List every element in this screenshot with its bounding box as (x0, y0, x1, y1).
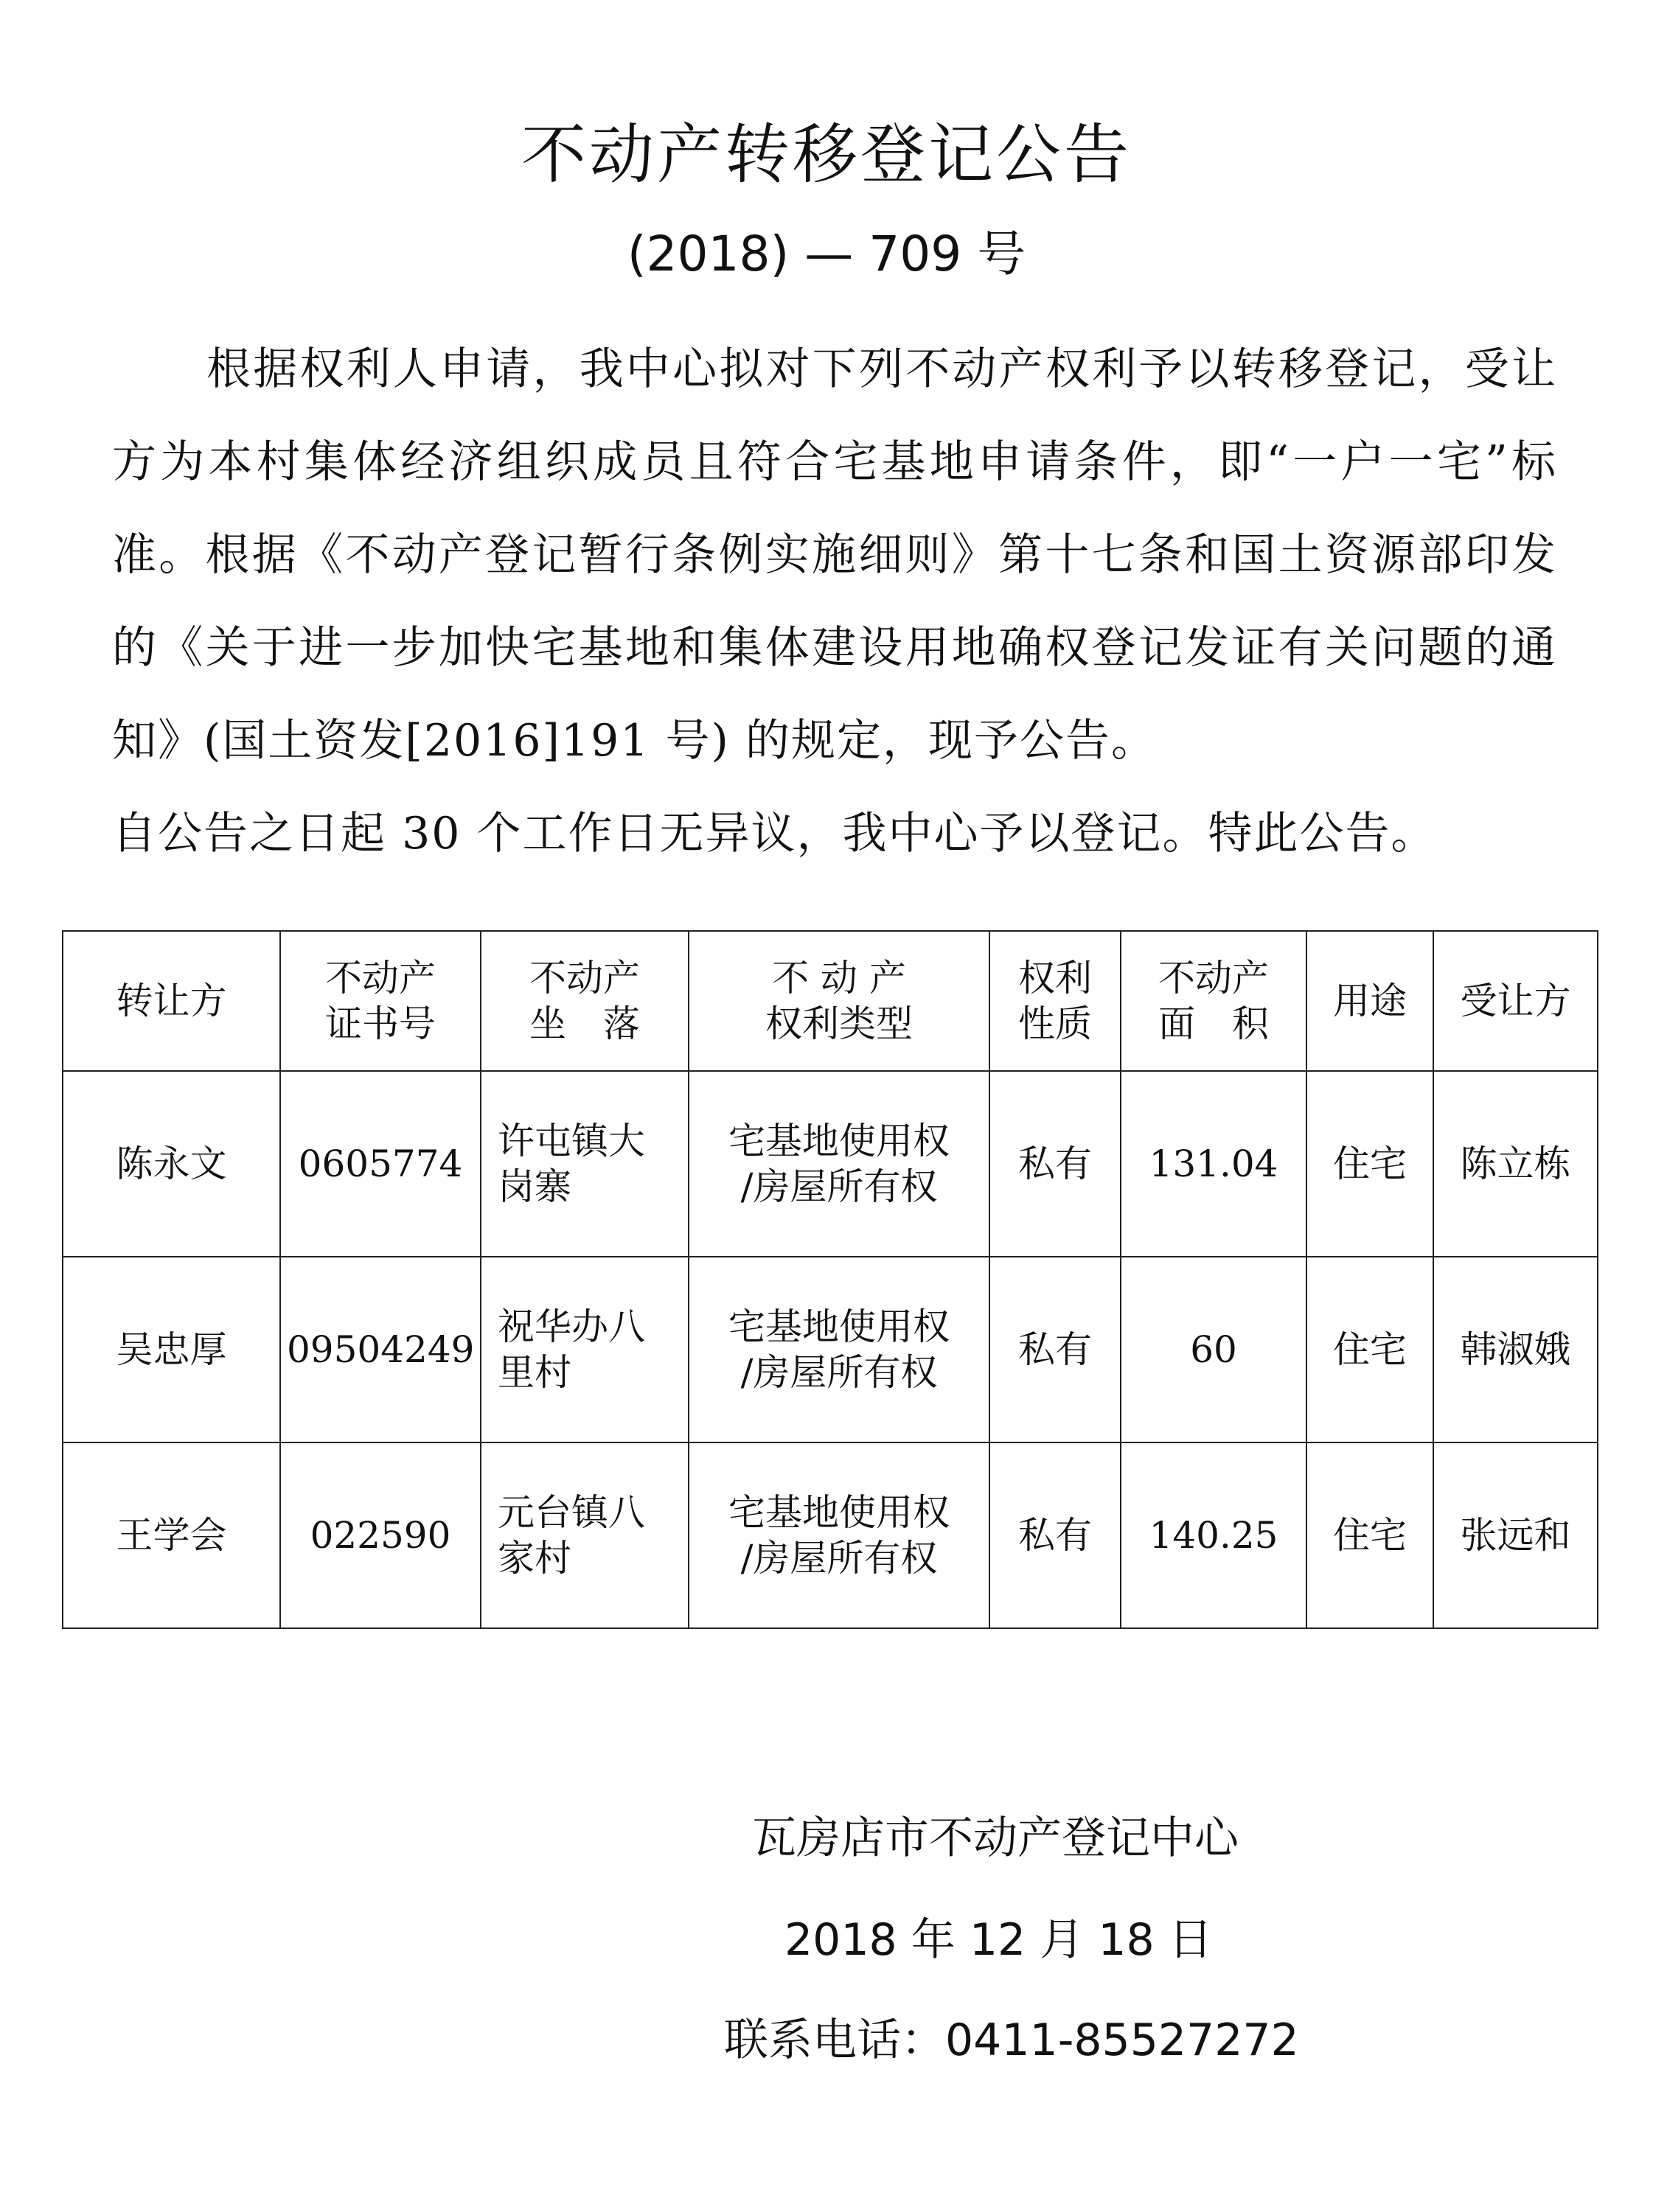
cell-transferee: 韩淑娥 (1433, 1257, 1598, 1442)
cell-transferor: 王学会 (63, 1442, 280, 1628)
transfer-table-container (62, 930, 1597, 1629)
body-paragraph: 根据权利人申请，我中心拟对下列不动产权利予以转移登记，受让方为本村集体经济组织成员且符合宅基地申请条件，即“一户一宅”标准。根据《不动产登记暂行条例实施细则》第十七条和国土资源部印发的《关于进一步加快宅基地和集体建设用地确权登记发证有关问题的通知》(国土资发[2016]191 号) 的规定，现予公告。 (112, 343, 1557, 767)
cell-right-type: 宅基地使用权 /房屋所有权 (689, 1442, 989, 1628)
cell-location: 许屯镇大 岗寨 (481, 1071, 689, 1257)
header-right-type: 不 动 产 权利类型 (689, 931, 989, 1071)
cell-right-type: 宅基地使用权 /房屋所有权 (689, 1257, 989, 1442)
cell-nature: 私有 (989, 1071, 1121, 1257)
document-title: 不动产转移登记公告 (521, 116, 1132, 192)
issue-date: 2018 年 12 月 18 日 (784, 1914, 1213, 1966)
cell-location: 元台镇八 家村 (481, 1442, 689, 1628)
header-transferee: 受让方 (1433, 931, 1598, 1071)
header-transferor: 转让方 (63, 931, 280, 1071)
cell-transferor: 陈永文 (63, 1071, 280, 1257)
cell-usage: 住宅 (1306, 1071, 1433, 1257)
table-row (63, 1257, 1598, 1442)
cell-area: 131.04 (1121, 1071, 1306, 1257)
cell-nature: 私有 (989, 1257, 1121, 1442)
header-location: 不动产 坐 落 (481, 931, 689, 1071)
table-row (63, 1442, 1598, 1628)
body-paragraph: 自公告之日起 30 个工作日无异议，我中心予以登记。特此公告。 (112, 808, 1437, 859)
cell-transferee: 陈立栋 (1433, 1071, 1598, 1257)
header-area: 不动产 面 积 (1121, 931, 1306, 1071)
cell-location: 祝华办八 里村 (481, 1257, 689, 1442)
header-usage: 用途 (1306, 931, 1433, 1071)
cell-cert-no: 09504249 (280, 1257, 481, 1442)
cell-area: 140.25 (1121, 1442, 1306, 1628)
cell-transferee: 张远和 (1433, 1442, 1598, 1628)
cell-cert-no: 022590 (280, 1442, 481, 1628)
table-header-row (63, 931, 1598, 1071)
header-cert-no: 不动产 证书号 (280, 931, 481, 1071)
contact-phone: 联系电话：0411-85527272 (724, 2014, 1299, 2066)
transfer-table (62, 930, 1598, 1629)
cell-cert-no: 0605774 (280, 1071, 481, 1257)
issuer-name: 瓦房店市不动产登记中心 (752, 1812, 1239, 1864)
cell-area: 60 (1121, 1257, 1306, 1442)
cell-transferor: 吴忠厚 (63, 1257, 280, 1442)
cell-right-type: 宅基地使用权 /房屋所有权 (689, 1071, 989, 1257)
cell-usage: 住宅 (1306, 1257, 1433, 1442)
document-number: (2018) — 709 号 (627, 226, 1026, 282)
table-row (63, 1071, 1598, 1257)
cell-nature: 私有 (989, 1442, 1121, 1628)
header-nature: 权利 性质 (989, 931, 1121, 1071)
announcement-body (112, 323, 1557, 880)
cell-usage: 住宅 (1306, 1442, 1433, 1628)
